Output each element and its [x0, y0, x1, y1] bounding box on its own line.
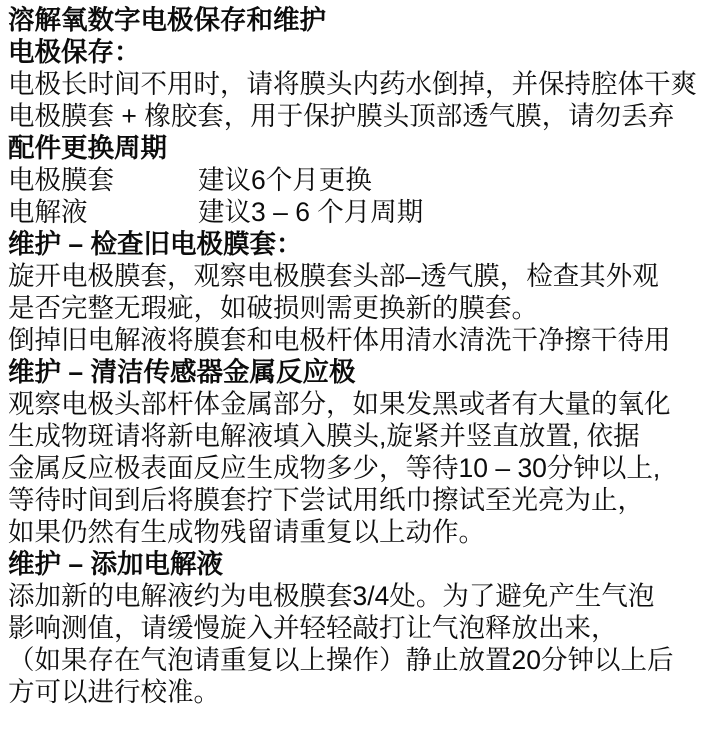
body-line: 旋开电极膜套，观察电极膜套头部–透气膜，检查其外观	[8, 261, 659, 291]
body-line: 如果仍然有生成物残留请重复以上动作。	[8, 517, 485, 547]
table-row	[8, 164, 707, 196]
table-value: 建议3 – 6 个月周期	[198, 197, 424, 227]
page-title: 溶解氧数字电极保存和维护	[8, 5, 326, 35]
table-value: 建议6个月更换	[198, 165, 372, 195]
body-line: 方可以进行校准。	[8, 677, 220, 707]
body-line: 添加新的电解液约为电极膜套3/4处。为了避免产生气泡	[8, 581, 655, 611]
section-heading-check-old-membrane-cap: 维护 – 检查旧电极膜套：	[8, 229, 303, 259]
section-heading-clean-metal-electrode: 维护 – 清洁传感器金属反应极	[8, 357, 356, 387]
body-line: 倒掉旧电解液将膜套和电极杆体用清水清洗干净擦干待用	[8, 325, 671, 355]
body-line: 是否完整无瑕疵，如破损则需更换新的膜套。	[8, 293, 538, 323]
body-line: 影响测值，请缓慢旋入并轻轻敲打让气泡释放出来，	[8, 613, 618, 643]
section-heading-replacement-cycle: 配件更换周期	[8, 133, 167, 163]
table-row	[8, 196, 707, 228]
body-line: 生成物斑请将新电解液填入膜头,旋紧并竖直放置, 依据	[8, 421, 640, 451]
section-heading-add-electrolyte: 维护 – 添加电解液	[8, 549, 223, 579]
body-line: 等待时间到后将膜套拧下尝试用纸巾擦试至光亮为止，	[8, 485, 644, 515]
table-label: 电解液	[8, 197, 88, 227]
body-line: （如果存在气泡请重复以上操作）静止放置20分钟以上后	[8, 645, 674, 675]
section-heading-electrode-storage: 电极保存：	[8, 37, 141, 67]
body-line: 观察电极头部杆体金属部分，如果发黑或者有大量的氧化	[8, 389, 671, 419]
body-line: 电极长时间不用时，请将膜头内药水倒掉，并保持腔体干爽	[8, 69, 697, 99]
table-label: 电极膜套	[8, 165, 114, 195]
body-line: 电极膜套 + 橡胶套，用于保护膜头顶部透气膜，请勿丢弃	[8, 101, 675, 131]
body-line: 金属反应极表面反应生成物多少，等待10 – 30分钟以上,	[8, 453, 661, 483]
